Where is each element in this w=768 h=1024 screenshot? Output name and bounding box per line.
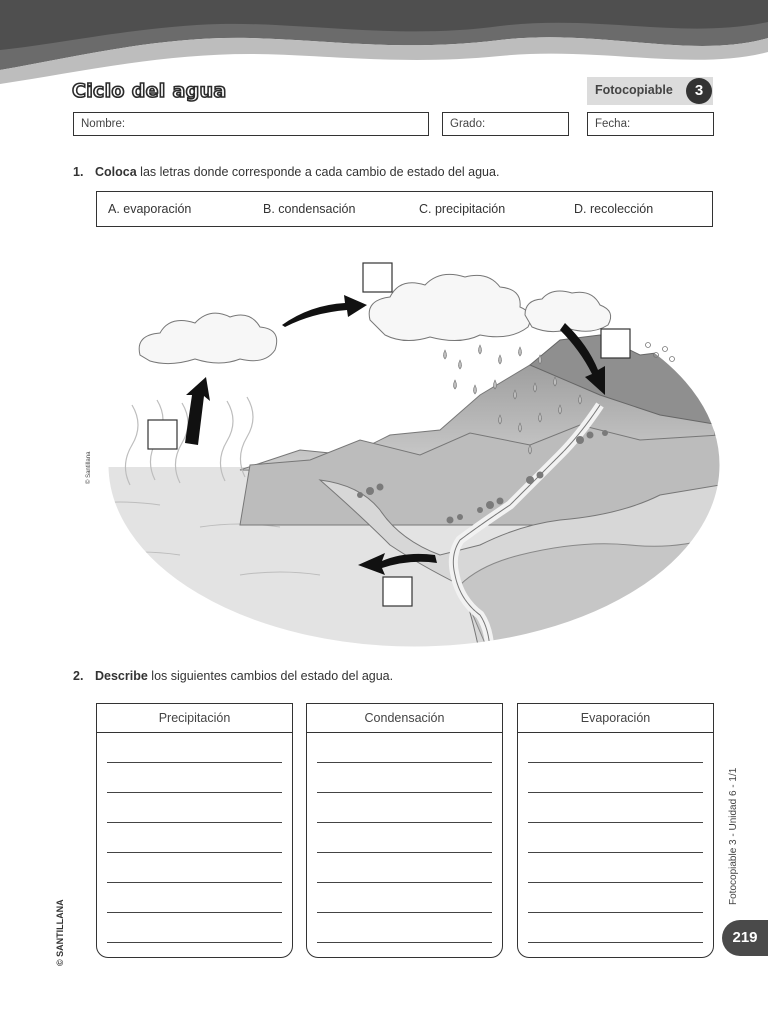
writing-line[interactable] (107, 822, 282, 823)
name-label: Nombre: (81, 118, 126, 130)
option-recoleccion: D. recolección (574, 202, 654, 216)
writing-line[interactable] (317, 942, 492, 943)
page-number: 219 (722, 920, 768, 956)
question-2-text: los siguientes cambios del estado del agua. (147, 669, 394, 683)
writing-line[interactable] (317, 912, 492, 913)
badge-label: Fotocopiable (595, 83, 673, 97)
writing-line[interactable] (317, 792, 492, 793)
question-1-text: las letras donde corresponde a cada cambio de estado del agua. (136, 165, 500, 179)
writing-line[interactable] (107, 942, 282, 943)
card-evaporacion (517, 703, 714, 958)
date-label: Fecha: (595, 118, 631, 130)
question-1 (73, 165, 499, 179)
question-2 (73, 669, 393, 683)
answer-box-evaporation (148, 420, 177, 449)
water-cycle-illustration (60, 255, 720, 655)
illustration-credit: © Santillana (86, 451, 92, 484)
writing-line[interactable] (528, 822, 703, 823)
question-1-number: 1. (73, 165, 84, 179)
writing-line[interactable] (107, 912, 282, 913)
writing-line[interactable] (107, 882, 282, 883)
writing-line[interactable] (107, 762, 282, 763)
writing-line[interactable] (317, 882, 492, 883)
grade-field[interactable] (442, 112, 569, 136)
footer-side-text: Fotocopiable 3 - Unidad 6 - 1/1 (728, 767, 739, 905)
date-field[interactable] (587, 112, 714, 136)
writing-line[interactable] (317, 822, 492, 823)
grade-label: Grado: (450, 118, 486, 130)
writing-line[interactable] (528, 852, 703, 853)
writing-line[interactable] (107, 852, 282, 853)
options-box (96, 191, 713, 227)
writing-line[interactable] (528, 882, 703, 883)
answer-box-condensation (363, 263, 392, 292)
question-1-verb: Coloca (95, 165, 137, 179)
question-2-number: 2. (73, 669, 84, 683)
card-precipitacion-title: Precipitación (97, 704, 292, 733)
writing-line[interactable] (528, 762, 703, 763)
rain-cloud-2 (525, 291, 611, 332)
answer-box-precipitation (601, 329, 630, 358)
card-precipitacion (96, 703, 293, 958)
option-precipitacion: C. precipitación (419, 202, 506, 216)
option-condensacion: B. condensación (263, 202, 356, 216)
writing-line[interactable] (528, 792, 703, 793)
copyright-text: © SANTILLANA (55, 899, 65, 966)
name-field[interactable] (73, 112, 429, 136)
writing-line[interactable] (528, 942, 703, 943)
fotocopiable-badge (587, 77, 713, 105)
writing-line[interactable] (528, 912, 703, 913)
page-title: Ciclo del agua (72, 80, 227, 102)
card-condensacion (306, 703, 503, 958)
question-2-verb: Describe (95, 669, 148, 683)
card-condensacion-title: Condensación (307, 704, 502, 733)
writing-line[interactable] (317, 852, 492, 853)
writing-line[interactable] (317, 762, 492, 763)
answer-box-collection (383, 577, 412, 606)
card-evaporacion-title: Evaporación (518, 704, 713, 733)
writing-line[interactable] (107, 792, 282, 793)
badge-number: 3 (686, 78, 712, 104)
option-evaporacion: A. evaporación (108, 202, 192, 216)
